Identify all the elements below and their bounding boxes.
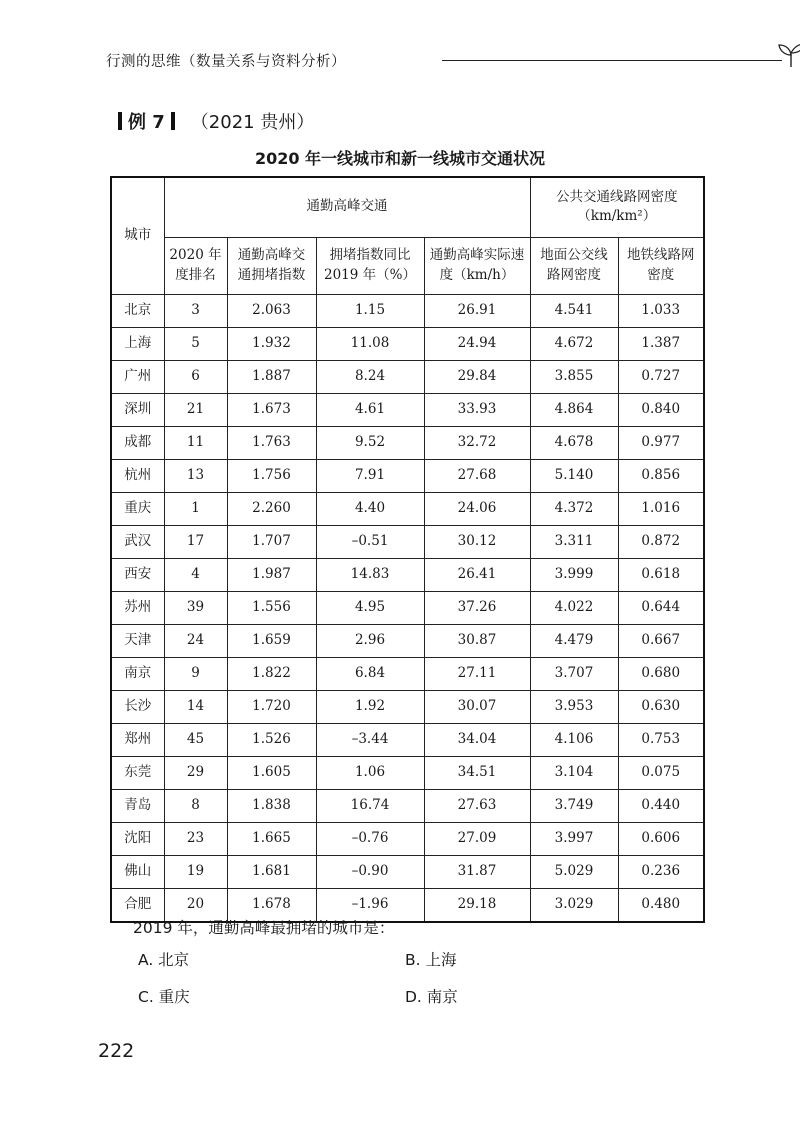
cell-rank: 4 (164, 558, 227, 591)
header-rule (442, 60, 782, 61)
cell-bus: 5.029 (530, 855, 618, 888)
cell-bus: 3.707 (530, 657, 618, 690)
cell-index: 2.063 (227, 294, 316, 327)
cell-bus: 4.541 (530, 294, 618, 327)
cell-city: 天津 (111, 624, 164, 657)
cell-yoy: –0.76 (316, 822, 424, 855)
cell-yoy: 1.06 (316, 756, 424, 789)
cell-bus: 3.999 (530, 558, 618, 591)
cell-speed: 24.06 (424, 492, 530, 525)
cell-speed: 30.87 (424, 624, 530, 657)
cell-bus: 4.864 (530, 393, 618, 426)
cell-city: 武汉 (111, 525, 164, 558)
cell-bus: 3.104 (530, 756, 618, 789)
cell-rank: 5 (164, 327, 227, 360)
header-transit-group (530, 177, 704, 237)
cell-city: 成都 (111, 426, 164, 459)
cell-rank: 1 (164, 492, 227, 525)
cell-speed: 24.94 (424, 327, 530, 360)
header-commute-group: 通勤高峰交通 (164, 177, 530, 237)
cell-speed: 27.63 (424, 789, 530, 822)
option-a[interactable]: A. 北京 (138, 951, 190, 969)
cell-metro: 0.075 (618, 756, 704, 789)
header-metro: 地铁线路网密度 (618, 237, 704, 294)
cell-index: 1.822 (227, 657, 316, 690)
example-label: 例 7 (128, 112, 165, 133)
example-heading (112, 108, 314, 134)
cell-city: 长沙 (111, 690, 164, 723)
cell-yoy: 6.84 (316, 657, 424, 690)
cell-metro: 1.033 (618, 294, 704, 327)
cell-speed: 32.72 (424, 426, 530, 459)
cell-speed: 29.18 (424, 888, 530, 922)
table-row (111, 723, 704, 756)
question-text: 2019 年，通勤高峰最拥堵的城市是： (133, 919, 395, 937)
cell-yoy: 4.95 (316, 591, 424, 624)
cell-rank: 9 (164, 657, 227, 690)
cell-yoy: 11.08 (316, 327, 424, 360)
cell-index: 1.526 (227, 723, 316, 756)
cell-bus: 3.953 (530, 690, 618, 723)
cell-rank: 21 (164, 393, 227, 426)
cell-yoy: 1.15 (316, 294, 424, 327)
cell-city: 上海 (111, 327, 164, 360)
cell-city: 北京 (111, 294, 164, 327)
cell-rank: 45 (164, 723, 227, 756)
table-row (111, 426, 704, 459)
cell-speed: 34.04 (424, 723, 530, 756)
cell-yoy: 2.96 (316, 624, 424, 657)
cell-rank: 14 (164, 690, 227, 723)
table-row (111, 657, 704, 690)
table-title: 2020 年一线城市和新一线城市交通状况 (254, 149, 546, 168)
cell-index: 1.659 (227, 624, 316, 657)
cell-yoy: –3.44 (316, 723, 424, 756)
cell-speed: 27.11 (424, 657, 530, 690)
cell-city: 广州 (111, 360, 164, 393)
cell-yoy: 4.40 (316, 492, 424, 525)
cell-bus: 4.022 (530, 591, 618, 624)
cell-metro: 0.856 (618, 459, 704, 492)
cell-yoy: 4.61 (316, 393, 424, 426)
cell-metro: 0.727 (618, 360, 704, 393)
header-index: 通勤高峰交通拥堵指数 (227, 237, 316, 294)
cell-bus: 4.372 (530, 492, 618, 525)
table-row (111, 855, 704, 888)
cell-city: 苏州 (111, 591, 164, 624)
cell-index: 1.720 (227, 690, 316, 723)
cell-index: 1.707 (227, 525, 316, 558)
cell-metro: 0.440 (618, 789, 704, 822)
table-row (111, 789, 704, 822)
cell-rank: 20 (164, 888, 227, 922)
cell-bus: 3.749 (530, 789, 618, 822)
cell-yoy: 14.83 (316, 558, 424, 591)
cell-speed: 31.87 (424, 855, 530, 888)
table-row (111, 360, 704, 393)
cell-city: 沈阳 (111, 822, 164, 855)
cell-bus: 3.855 (530, 360, 618, 393)
header-speed: 通勤高峰实际速度（km/h） (424, 237, 530, 294)
cell-yoy: –0.90 (316, 855, 424, 888)
header-title: 行测的思维（数量关系与资料分析） (106, 54, 346, 70)
cell-yoy: 16.74 (316, 789, 424, 822)
cell-yoy: 9.52 (316, 426, 424, 459)
example-source: （2021 贵州） (190, 112, 315, 133)
page-number: 222 (98, 1040, 135, 1062)
cell-rank: 6 (164, 360, 227, 393)
cell-city: 合肥 (111, 888, 164, 922)
cell-rank: 8 (164, 789, 227, 822)
cell-speed: 27.68 (424, 459, 530, 492)
cell-index: 1.887 (227, 360, 316, 393)
traffic-table (110, 176, 705, 923)
cell-city: 南京 (111, 657, 164, 690)
cell-speed: 26.41 (424, 558, 530, 591)
cell-bus: 5.140 (530, 459, 618, 492)
cell-index: 1.605 (227, 756, 316, 789)
cell-city: 深圳 (111, 393, 164, 426)
cell-rank: 24 (164, 624, 227, 657)
table-row (111, 327, 704, 360)
cell-index: 2.260 (227, 492, 316, 525)
header-transit-text: 公共交通线路网密度（km/km²） (556, 188, 678, 225)
table-row (111, 822, 704, 855)
cell-metro: 1.016 (618, 492, 704, 525)
cell-metro: 0.872 (618, 525, 704, 558)
cell-rank: 13 (164, 459, 227, 492)
cell-yoy: 8.24 (316, 360, 424, 393)
cell-metro: 0.630 (618, 690, 704, 723)
cell-metro: 0.606 (618, 822, 704, 855)
table-row (111, 690, 704, 723)
table-row (111, 525, 704, 558)
header-bus: 地面公交线路网密度 (530, 237, 618, 294)
cell-index: 1.665 (227, 822, 316, 855)
cell-metro: 0.644 (618, 591, 704, 624)
cell-metro: 0.753 (618, 723, 704, 756)
cell-rank: 17 (164, 525, 227, 558)
cell-metro: 0.618 (618, 558, 704, 591)
cell-index: 1.838 (227, 789, 316, 822)
cell-speed: 30.07 (424, 690, 530, 723)
cell-rank: 19 (164, 855, 227, 888)
cell-metro: 0.680 (618, 657, 704, 690)
table-row (111, 492, 704, 525)
cell-speed: 37.26 (424, 591, 530, 624)
sprout-icon (776, 42, 800, 68)
cell-speed: 33.93 (424, 393, 530, 426)
option-b[interactable]: B. 上海 (405, 951, 457, 969)
cell-index: 1.678 (227, 888, 316, 922)
cell-city: 西安 (111, 558, 164, 591)
cell-speed: 34.51 (424, 756, 530, 789)
table-row (111, 624, 704, 657)
cell-speed: 27.09 (424, 822, 530, 855)
cell-speed: 29.84 (424, 360, 530, 393)
left-bar-mark (118, 112, 122, 130)
cell-city: 东莞 (111, 756, 164, 789)
cell-rank: 29 (164, 756, 227, 789)
header-city: 城市 (111, 177, 164, 294)
table-row (111, 591, 704, 624)
cell-bus: 3.997 (530, 822, 618, 855)
cell-speed: 30.12 (424, 525, 530, 558)
cell-index: 1.763 (227, 426, 316, 459)
cell-index: 1.987 (227, 558, 316, 591)
cell-bus: 3.029 (530, 888, 618, 922)
cell-metro: 0.840 (618, 393, 704, 426)
header-rank: 2020 年度排名 (164, 237, 227, 294)
cell-bus: 4.672 (530, 327, 618, 360)
cell-bus: 4.106 (530, 723, 618, 756)
cell-bus: 4.678 (530, 426, 618, 459)
cell-yoy: –1.96 (316, 888, 424, 922)
cell-index: 1.556 (227, 591, 316, 624)
cell-rank: 11 (164, 426, 227, 459)
header-yoy: 拥堵指数同比2019 年（%） (316, 237, 424, 294)
cell-index: 1.681 (227, 855, 316, 888)
cell-rank: 39 (164, 591, 227, 624)
right-bar-mark (171, 112, 175, 130)
cell-yoy: –0.51 (316, 525, 424, 558)
cell-metro: 0.667 (618, 624, 704, 657)
cell-bus: 4.479 (530, 624, 618, 657)
cell-yoy: 7.91 (316, 459, 424, 492)
cell-city: 杭州 (111, 459, 164, 492)
cell-city: 青岛 (111, 789, 164, 822)
cell-city: 重庆 (111, 492, 164, 525)
cell-metro: 0.236 (618, 855, 704, 888)
cell-bus: 3.311 (530, 525, 618, 558)
table-row (111, 459, 704, 492)
cell-city: 郑州 (111, 723, 164, 756)
cell-index: 1.932 (227, 327, 316, 360)
cell-index: 1.756 (227, 459, 316, 492)
cell-rank: 23 (164, 822, 227, 855)
cell-speed: 26.91 (424, 294, 530, 327)
running-header (100, 42, 708, 72)
cell-metro: 0.977 (618, 426, 704, 459)
cell-index: 1.673 (227, 393, 316, 426)
cell-metro: 1.387 (618, 327, 704, 360)
table-row (111, 393, 704, 426)
cell-metro: 0.480 (618, 888, 704, 922)
table-row (111, 558, 704, 591)
cell-city: 佛山 (111, 855, 164, 888)
option-d[interactable]: D. 南京 (405, 988, 458, 1006)
table-row (111, 756, 704, 789)
option-c[interactable]: C. 重庆 (138, 988, 190, 1006)
cell-yoy: 1.92 (316, 690, 424, 723)
cell-rank: 3 (164, 294, 227, 327)
table-row (111, 294, 704, 327)
